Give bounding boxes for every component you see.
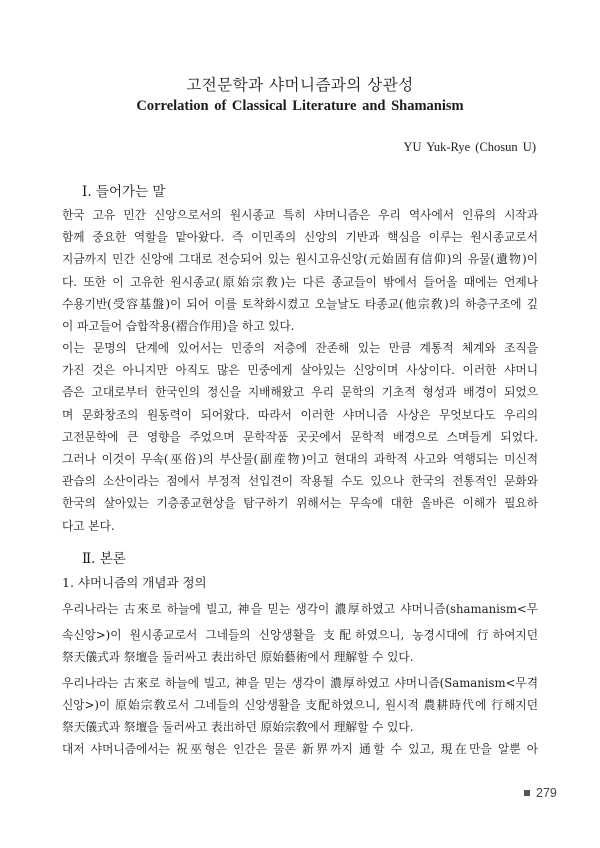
text-line: 그러나 이것이 무속(巫俗)의 부산물(副産物)이고 현대의 과학적 사고와 역행되는 미신적 <box>62 452 538 467</box>
page-number-text: 279 <box>536 786 557 800</box>
paragraph-body-3 <box>62 738 538 760</box>
text-line: 함께 중요한 역할을 맡아왔다. 즉 이민족의 신앙의 기반과 핵심을 이루는 원시종교로서 <box>62 230 538 245</box>
text-line: 속신앙>)이 원시종교로서 그네들의 신앙생활을 支配하였으니, 농경시대에 行하여지던 <box>62 628 538 643</box>
text-line: 이 파고들어 습합작용(褶合作用)을 하고 있다. <box>62 319 295 334</box>
text-line: 지금까지 민간 신앙에 그대로 전승되어 있는 원시고유신앙(元始固有信仰)의 유물(遺物)이 <box>62 252 538 267</box>
subsection-heading: 1. 샤머니즘의 개념과 정의 <box>62 575 207 590</box>
title-korean: 고전문학과 샤머니즘과의 상관성 <box>186 76 414 94</box>
text-line: 이는 문명의 단계에 있어서는 민중의 저층에 잔존해 있는 만큼 계통적 체계와 조직을 <box>62 341 538 355</box>
text-line: 한국의 살아있는 기층종교현상을 탐구하기 위해서는 무속에 대한 올바른 이해가 필요하 <box>62 496 538 511</box>
text-line: 즘은 고대로부터 한국인의 정신을 지배해왔고 우리 문학의 기초적 형성과 배경이 되었으 <box>62 385 538 400</box>
square-bullet-icon <box>524 790 530 796</box>
text-line: 다고 본다. <box>62 518 115 533</box>
text-line: 祭天儀式과 祭壇을 둘러싸고 表出하던 原始宗敎에서 理解할 수 있다. <box>62 720 414 735</box>
text-line: 관습의 소산이라는 점에서 부정적 선입견이 작용될 수도 있으나 한국의 전통적인 문화와 <box>62 474 538 489</box>
paragraph-intro-1 <box>62 204 538 337</box>
paragraph-body-1 <box>62 598 538 669</box>
text-line: 다. 또한 이 고유한 원시종교(原始宗敎)는 다른 종교들이 밖에서 들어올 때에는 언제나 <box>62 274 538 289</box>
author-line: YU Yuk-Rye (Chosun U) <box>403 140 536 154</box>
text-line: 우리나라는 古來로 하늘에 빌고, 神을 믿는 생각이 濃厚하였고 샤머니즘(shamanism<무 <box>62 602 538 616</box>
title-english: Correlation of Classical Literature and Shamanism <box>136 98 464 114</box>
text-line: 가진 것은 아니지만 아직도 많은 민중에게 살아있는 신앙이며 사상이다. 이러한 샤머니 <box>62 363 538 378</box>
section-heading-body: Ⅱ. 본론 <box>82 551 126 567</box>
text-line: 한국 고유 민간 신앙으로서의 원시종교 특히 샤머니즘은 우리 역사에서 인류의 시작과 <box>62 208 538 222</box>
paragraph-intro-2 <box>62 337 538 537</box>
text-line: 수용기반(受容基盤)이 되어 이를 토착화시켰고 오늘날도 타종교(他宗敎)의 하층구조에 깊 <box>62 296 538 311</box>
text-line: 고전문학에 큰 영향을 주었으며 문학작품 곳곳에서 문학적 배경으로 스며들게 되었다. <box>62 429 538 444</box>
text-line: 대저 샤머니즘에서는 祝巫형은 인간은 물론 新界까지 通할 수 있고, 現在만을 알뿐 아 <box>62 742 538 756</box>
page-number <box>524 786 557 800</box>
text-line: 신앙>)이 原始宗敎로서 그네들의 신앙생활을 支配하였으니, 원시적 農耕時代에 行해지던 <box>62 698 538 713</box>
paragraph-body-2 <box>62 672 538 739</box>
text-line: 우리나라는 古來로 하늘에 빌고, 神을 믿는 생각이 濃厚하였고 샤머니즘(Samanism<무격 <box>62 676 538 690</box>
text-line: 祭天儀式과 祭壇을 둘러싸고 表出하던 原始藝術에서 理解할 수 있다. <box>62 650 414 665</box>
section-heading-introduction: Ⅰ. 들어가는 말 <box>82 184 166 200</box>
text-line: 며 문화창조의 원동력이 되어왔다. 따라서 이러한 샤머니즘 사상은 무엇보다도 우리의 <box>62 407 538 422</box>
